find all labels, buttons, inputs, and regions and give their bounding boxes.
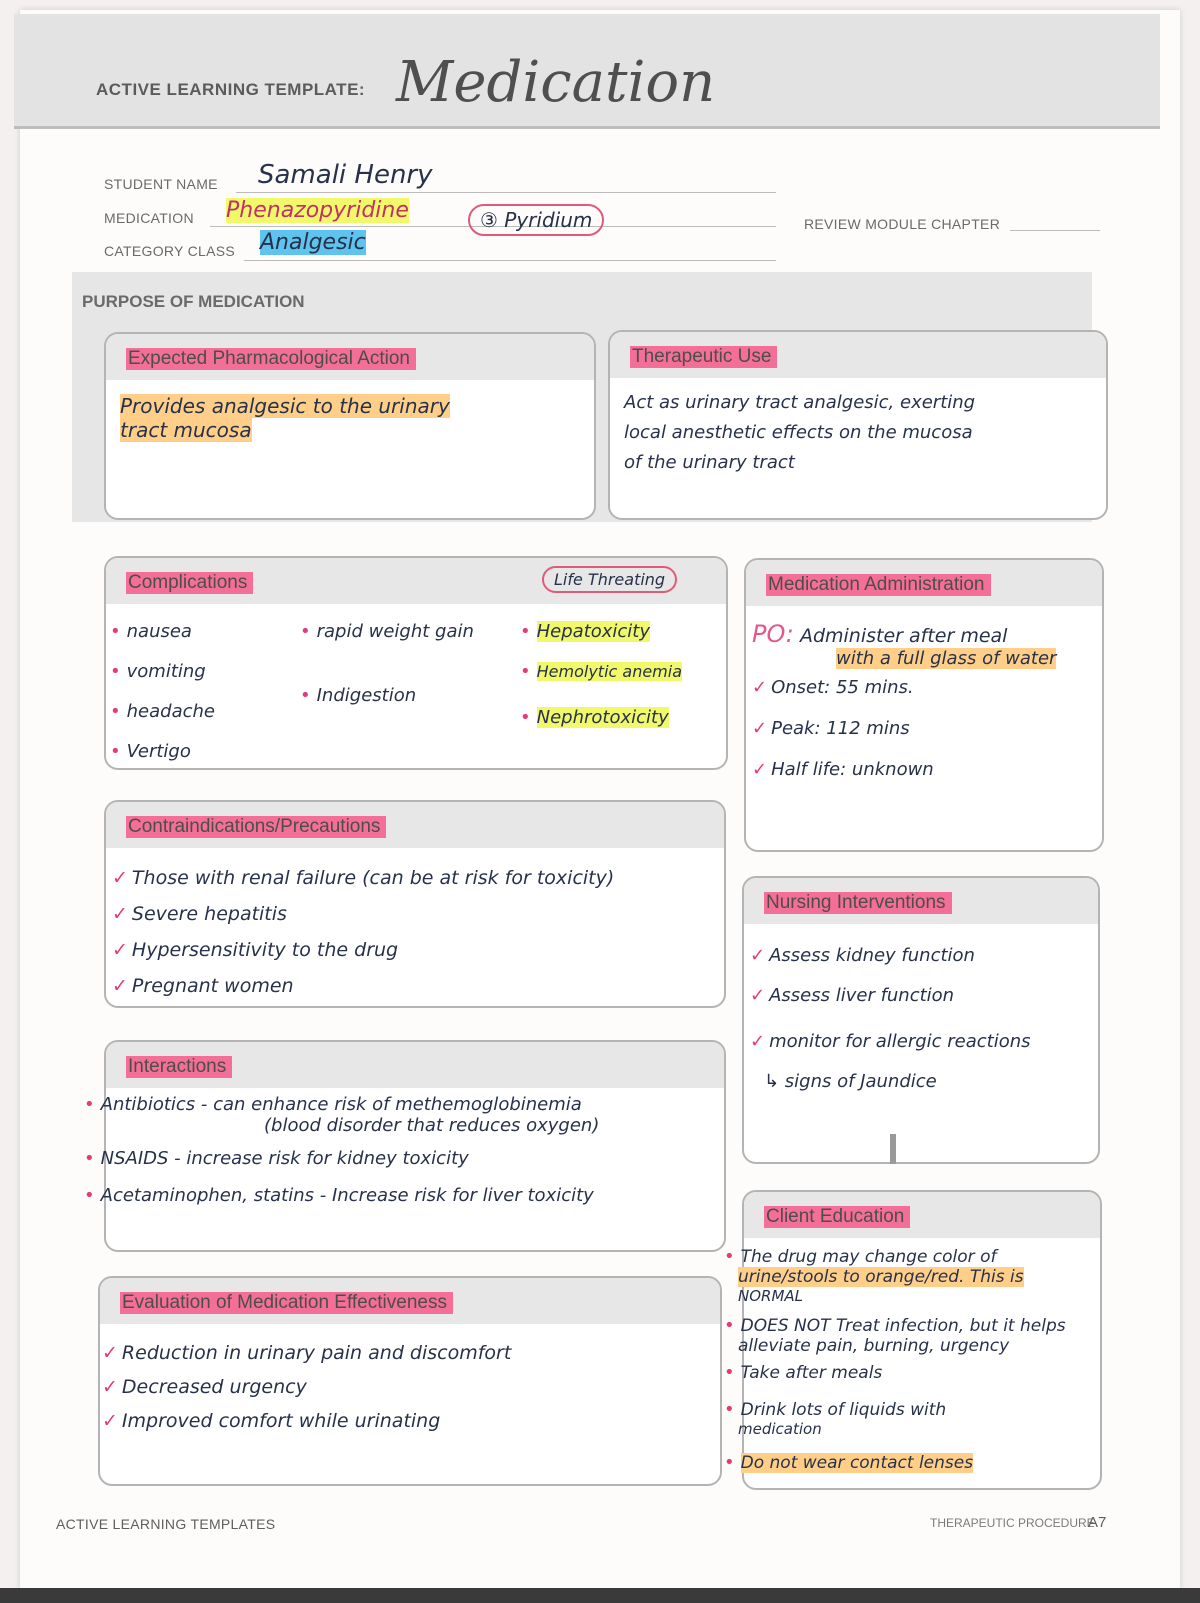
education-line: The drug may change color of: [740, 1247, 997, 1267]
evaluation-line: Reduction in urinary pain and discomfort: [121, 1342, 512, 1364]
life-threatening-label: Life Threating: [542, 566, 677, 593]
medication-label: MEDICATION: [104, 210, 194, 226]
page-number: A7: [1088, 1514, 1107, 1531]
category-line: [244, 260, 776, 261]
footer-left: ACTIVE LEARNING TEMPLATES: [56, 1516, 276, 1532]
evaluation-body: ✓ Reduction in urinary pain and discomfort ✓ Decreased urgency ✓ Improved comfort while urinating: [102, 1342, 512, 1432]
onset-text: Onset: 55 mins.: [771, 677, 914, 698]
contraindication-line: Pregnant women: [131, 975, 294, 997]
complications-title: Complications: [126, 572, 253, 594]
expected-line: tract mucosa: [120, 418, 252, 442]
education-line: urine/stools to orange/red. This is: [738, 1267, 1024, 1287]
evaluation-line: Decreased urgency: [121, 1376, 307, 1398]
complications-box: [104, 556, 728, 770]
education-line: Drink lots of liquids with: [740, 1400, 947, 1420]
complication-item: Nephrotoxicity: [536, 707, 669, 728]
nursing-line: ↳ signs of Jaundice: [764, 1071, 937, 1092]
evaluation-line: Improved comfort while urinating: [121, 1410, 441, 1432]
therapeutic-use-title: Therapeutic Use: [630, 346, 777, 368]
therapeutic-line: of the urinary tract: [624, 452, 795, 473]
administration-box: [744, 558, 1104, 852]
education-line: Take after meals: [740, 1363, 883, 1383]
evaluation-box: [98, 1276, 722, 1486]
student-name-label: STUDENT NAME: [104, 176, 218, 192]
nursing-line: Assess kidney function: [769, 945, 975, 966]
contraindication-line: Those with renal failure (can be at risk for toxicity): [131, 867, 615, 889]
po-text: with a full glass of water: [836, 648, 1057, 669]
nursing-line: monitor for allergic reactions: [769, 1031, 1031, 1052]
footer-right: THERAPEUTIC PROCEDURE: [930, 1516, 1095, 1530]
evaluation-title: Evaluation of Medication Effectiveness: [120, 1292, 453, 1314]
contraindications-title: Contraindications/Precautions: [126, 816, 386, 838]
education-line: Do not wear contact lenses: [740, 1453, 974, 1473]
complication-item: Hemolytic anemia: [536, 662, 683, 681]
expected-action-body: [120, 394, 584, 442]
expected-action-box: [104, 332, 596, 520]
interactions-title: Interactions: [126, 1056, 232, 1078]
po-label: PO:: [752, 620, 794, 648]
complication-item: Vertigo: [126, 741, 191, 762]
administration-body: PO: Administer after meal with a full glass of water ✓ Onset: 55 mins. ✓ Peak: 112 mins ✓ Half life: unknown: [752, 620, 1057, 780]
complication-item: rapid weight gain: [316, 621, 474, 642]
therapeutic-use-body: [624, 388, 1096, 478]
peak-text: Peak: 112 mins: [771, 718, 910, 739]
contraindications-box: [104, 800, 726, 1008]
therapeutic-use-box: [608, 330, 1108, 520]
education-body: • The drug may change color of urine/stools to orange/red. This is NORMAL • DOES NOT Treat infection, but it helps alleviate pain, burning, urgency • Take after meals • Drink lots of liquids with medication • Do not wear contact lenses: [724, 1246, 1194, 1473]
education-line: DOES NOT Treat infection, but it helps: [740, 1316, 1066, 1336]
expected-action-title: Expected Pharmacological Action: [126, 348, 416, 370]
complication-item: Hepatoxicity: [536, 621, 651, 642]
half-life-text: Half life: unknown: [771, 759, 934, 780]
medication-brand: ③ Pyridium: [468, 204, 604, 236]
interaction-line: Antibiotics - can enhance risk of methemoglobinemia: [100, 1094, 582, 1115]
template-label: ACTIVE LEARNING TEMPLATE:: [96, 80, 366, 99]
education-line: NORMAL: [738, 1287, 804, 1305]
contraindication-line: Severe hepatitis: [131, 903, 287, 925]
student-name-line: [236, 192, 776, 193]
desk-edge: [0, 1588, 1200, 1603]
category-label: CATEGORY CLASS: [104, 243, 236, 259]
nursing-line: Assess liver function: [769, 985, 955, 1006]
flow-connector: [890, 1134, 896, 1164]
interaction-line: NSAIDS - increase risk for kidney toxicity: [100, 1148, 469, 1169]
complications-col1: • nausea • vomiting • headache • Vertigo: [110, 621, 215, 762]
contraindications-body: ✓ Those with renal failure (can be at risk for toxicity) ✓ Severe hepatitis ✓ Hypersensitivity to the drug ✓ Pregnant women: [112, 867, 615, 997]
complication-item: nausea: [126, 621, 192, 642]
student-name-value: Samali Henry: [258, 160, 433, 190]
administration-title: Medication Administration: [766, 574, 991, 596]
nursing-box: [742, 876, 1100, 1164]
interactions-body: • Antibiotics - can enhance risk of methemoglobinemia (blood disorder that reduces oxygen) • NSAIDS - increase risk for kidney toxicity • Acetaminophen, statins - Increase risk for liver toxicity: [84, 1094, 600, 1206]
nursing-title: Nursing Interventions: [764, 892, 952, 914]
contraindication-line: Hypersensitivity to the drug: [131, 939, 399, 961]
medication-value: Phenazopyridine: [226, 198, 409, 223]
po-text: Administer after meal: [799, 625, 1008, 647]
category-value: Analgesic: [260, 230, 366, 255]
interaction-line: Acetaminophen, statins - Increase risk for liver toxicity: [100, 1185, 594, 1206]
nursing-body: ✓ Assess kidney function ✓ Assess liver function ✓ monitor for allergic reactions ↳ signs of Jaundice: [750, 936, 1088, 1102]
expected-line: Provides analgesic to the urinary: [120, 394, 450, 418]
therapeutic-line: Act as urinary tract analgesic, exerting: [624, 392, 976, 413]
review-module-label: REVIEW MODULE CHAPTER: [804, 216, 1001, 232]
education-title: Client Education: [764, 1206, 910, 1228]
interaction-line: (blood disorder that reduces oxygen): [264, 1115, 600, 1136]
template-name: Medication: [396, 50, 716, 115]
complications-col3: • Hepatoxicity • Hemolytic anemia • Nephrotoxicity: [520, 621, 683, 728]
complications-col2: • rapid weight gain • Indigestion: [300, 621, 474, 706]
therapeutic-line: local anesthetic effects on the mucosa: [624, 422, 973, 443]
complication-item: Indigestion: [316, 685, 417, 706]
education-line: medication: [738, 1420, 822, 1438]
purpose-title: PURPOSE OF MEDICATION: [82, 292, 305, 311]
complication-item: headache: [126, 701, 215, 722]
complication-item: vomiting: [126, 661, 206, 682]
education-line: alleviate pain, burning, urgency: [738, 1336, 1010, 1356]
review-module-line: [1010, 230, 1100, 231]
